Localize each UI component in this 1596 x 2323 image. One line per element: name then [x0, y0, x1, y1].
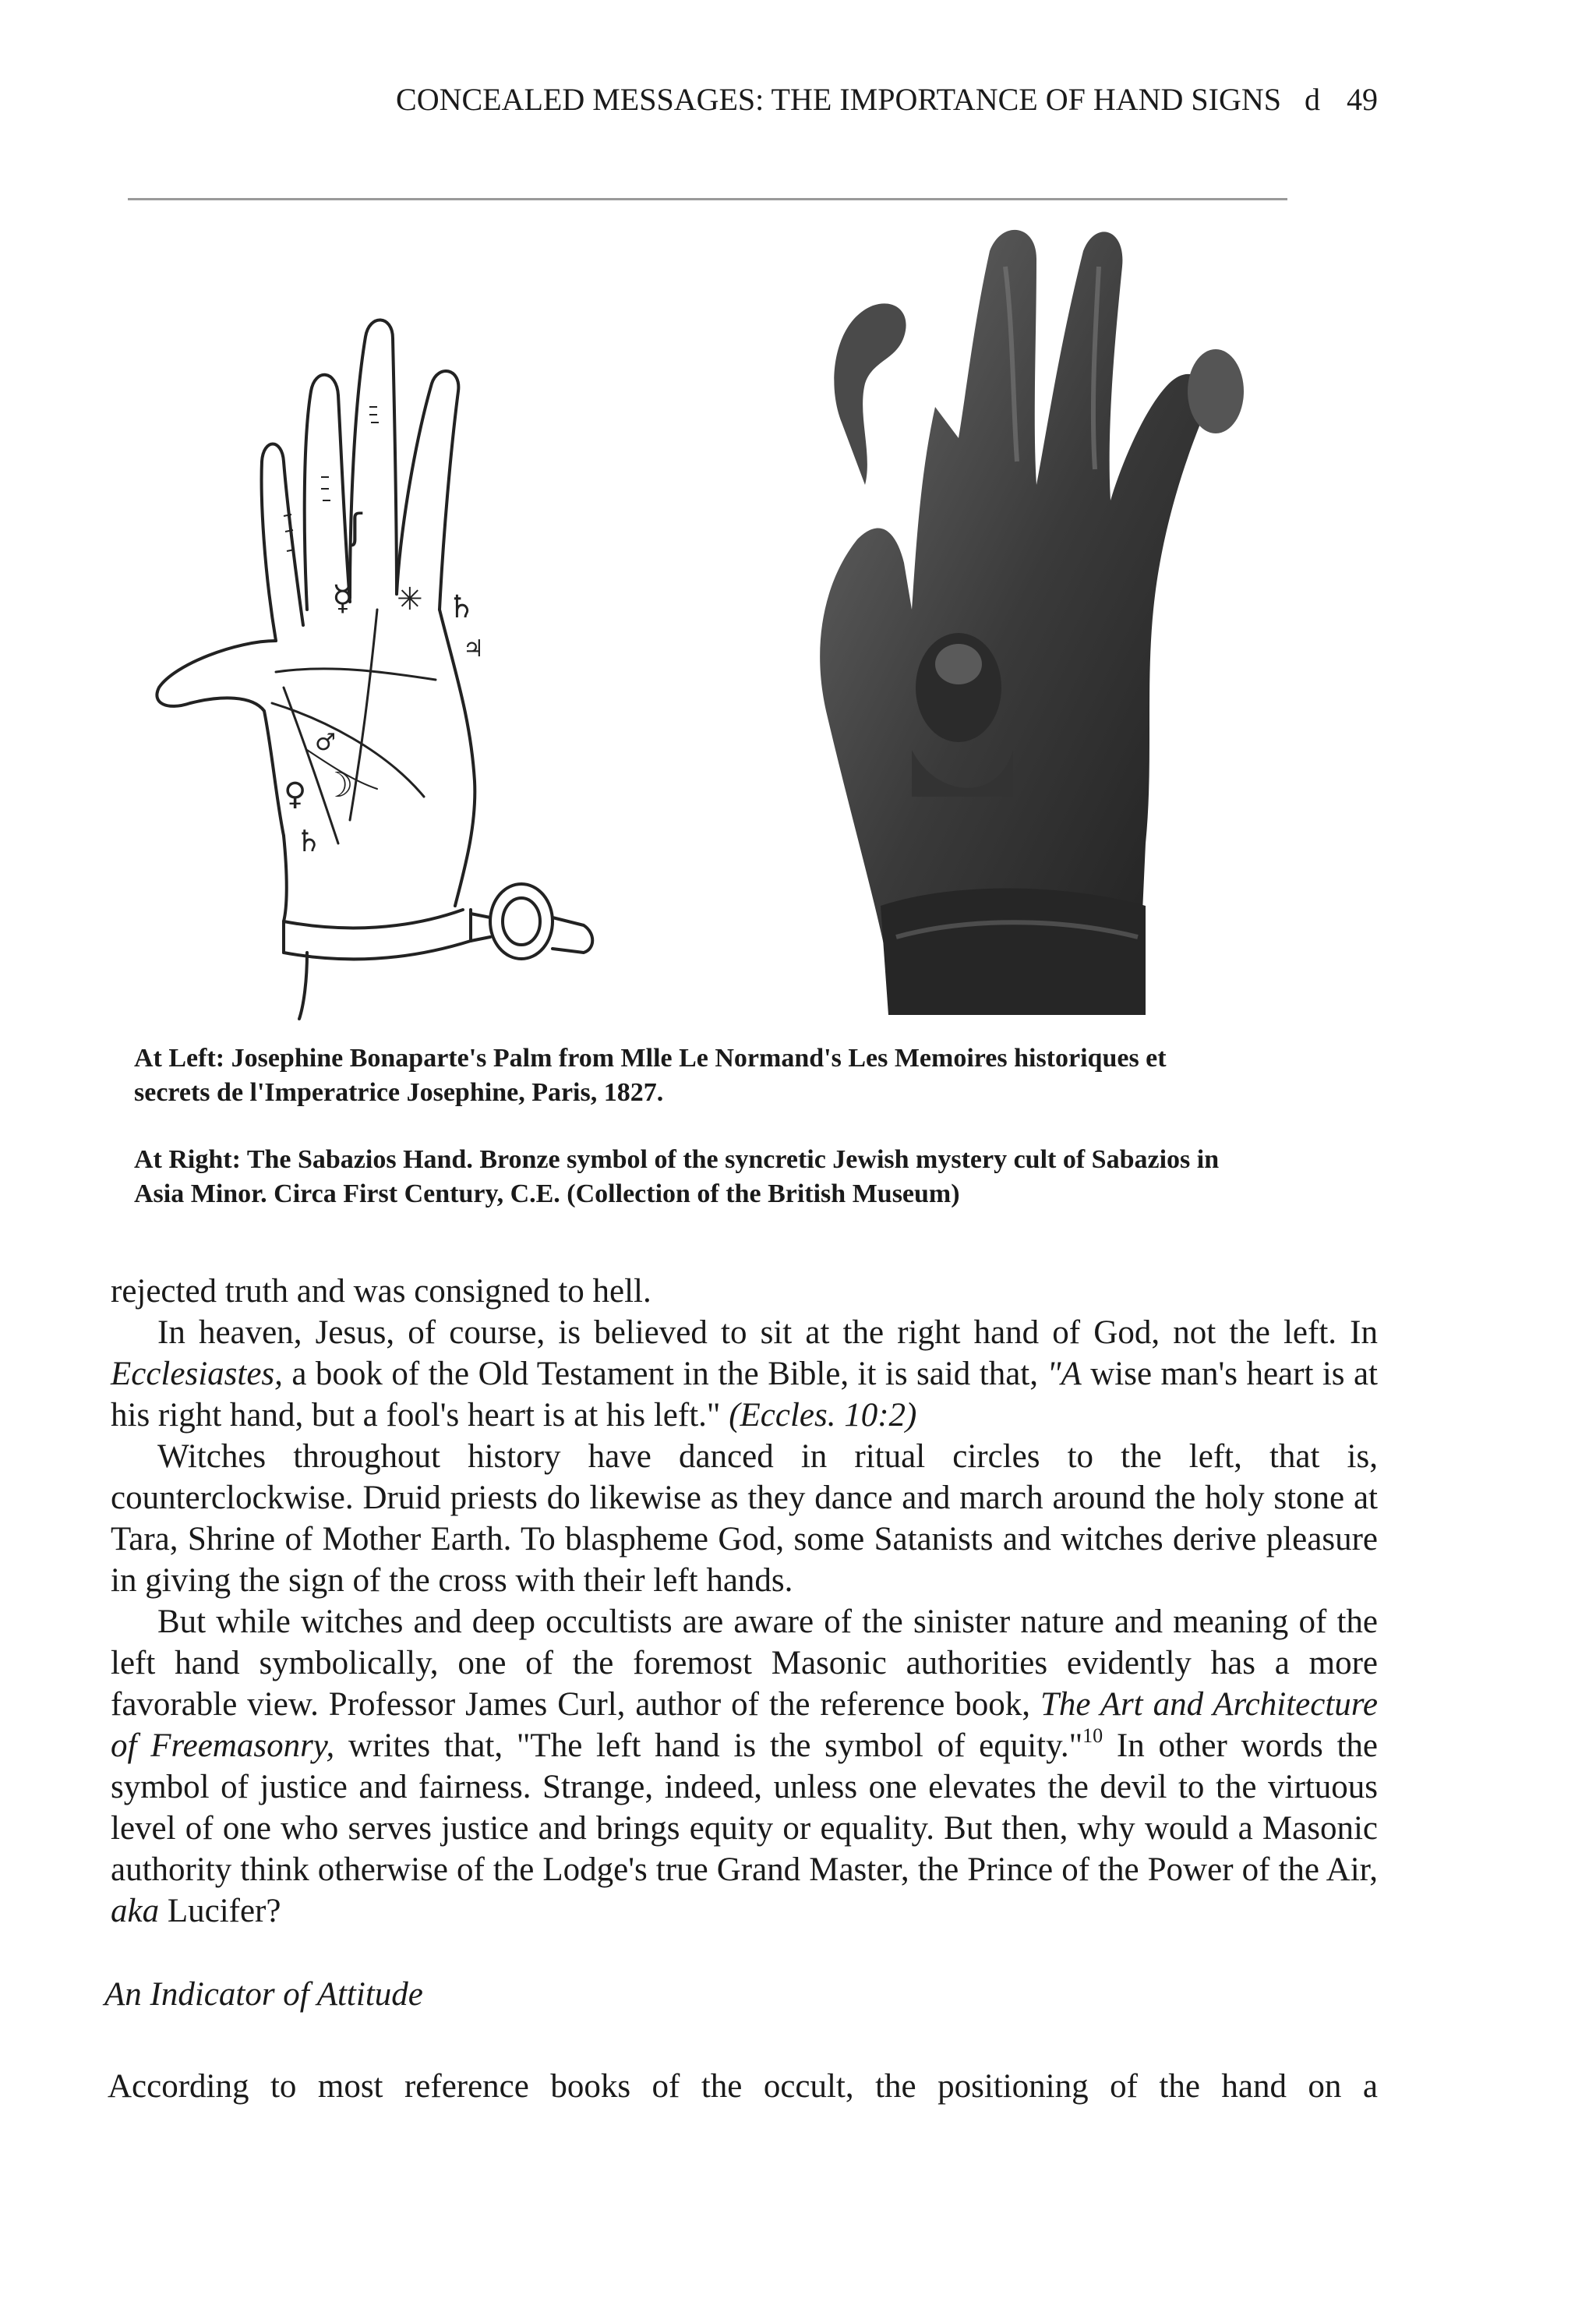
running-head-separator: d [1305, 82, 1320, 117]
section-heading: An Indicator of Attitude [104, 1976, 423, 2013]
svg-text:☽: ☽ [323, 765, 354, 805]
svg-text:♃: ♃ [463, 635, 484, 663]
caption-right-line-2: Asia Minor. Circa First Century, C.E. (Collection of the British Museum) [134, 1179, 960, 1208]
running-head [0, 81, 1378, 118]
svg-text:☿: ☿ [332, 578, 354, 618]
paragraph-3: Witches throughout history have danced in ritual circles to the left, that is, counterclockwise. Druid priests do likewise as they dance and march around the holy stone at Tara, Shrine of Mother Earth. To blaspheme God, some Satanists and witches derive pleasure in giving the sign of the cross with their left hands. [111, 1438, 1378, 1599]
footnote-reference: 10 [1082, 1724, 1103, 1747]
caption-left-line-2: secrets de l'Imperatrice Josephine, Paris, 1827. [134, 1078, 664, 1107]
paragraph-1: rejected truth and was consigned to hell. [111, 1273, 651, 1310]
caption-left-line-1: At Left: Josephine Bonaparte's Palm from Mlle Le Normand's Les Memoires historiques et [134, 1044, 1167, 1073]
paragraph-2-text-a: In heaven, Jesus, of course, is believed to sit at the right hand of God, not the left. In [157, 1314, 1378, 1351]
svg-text:✳: ✳ [397, 582, 423, 617]
paragraph-2-citation: (Eccles. 10:2) [729, 1397, 917, 1434]
paragraph-2-quote-start: "A [1047, 1356, 1082, 1392]
svg-text:♀: ♀ [284, 776, 307, 812]
svg-text:♄: ♄ [295, 824, 323, 858]
paragraph-2-text-b: a book of the Old Testament in the Bible, it is said that, [282, 1356, 1047, 1392]
paragraph-4-text-a: But while witches and deep occultists are aware of the sinister nature and meaning of the left hand symbolically, one of the foremost Masonic authorities evidently has a more favorable view. Professor James Curl, author of the reference book, [111, 1603, 1378, 1723]
svg-text:♄: ♄ [447, 589, 475, 625]
paragraph-4-aka: aka [111, 1893, 160, 1929]
paragraph-4-book-title: The Art and Architecture of Freemasonry, [111, 1686, 1378, 1764]
paragraph-4-text-b: writes that, "The left hand is the symbol of equity." [334, 1727, 1083, 1764]
svg-text:ʃ: ʃ [350, 506, 362, 548]
sabazios-hand-figure [779, 204, 1286, 1023]
palm-drawing-figure [128, 204, 666, 1023]
caption-right-line-1: At Right: The Sabazios Hand. Bronze symbol of the syncretic Jewish mystery cult of Sabazios in [134, 1145, 1220, 1174]
paragraph-2-text-c: wise man's heart is at his right hand, but a fool's heart is at his left." [111, 1356, 1379, 1434]
body-text [111, 1271, 1378, 1932]
paragraph-2-book-title: Ecclesiastes, [111, 1356, 283, 1392]
paragraph-4-text-c: In other words the symbol of justice and fairness. Strange, indeed, unless one elevates the devil to the virtuous level of one who serves justice and brings equity or equality. But then, why would a Masonic authority think otherwise of the Lodge's true Grand Master, the Prince of the Power of the Air, [111, 1727, 1378, 1888]
paragraph-4 [111, 1601, 1378, 1932]
paragraph-2 [111, 1312, 1378, 1436]
caption-left-figure [134, 1041, 1319, 1110]
caption-right-figure [134, 1143, 1319, 1211]
paragraph-4-text-d: Lucifer? [159, 1893, 281, 1929]
running-head-title: CONCEALED MESSAGES: THE IMPORTANCE OF HAND SIGNS [396, 82, 1281, 117]
paragraph-5-first-line: According to most reference books of the occult, the positioning of the hand on a [108, 2068, 1378, 2105]
page-number: 49 [1347, 82, 1378, 117]
figure-top-rule [128, 198, 1287, 200]
svg-text:♂: ♂ [315, 729, 336, 756]
